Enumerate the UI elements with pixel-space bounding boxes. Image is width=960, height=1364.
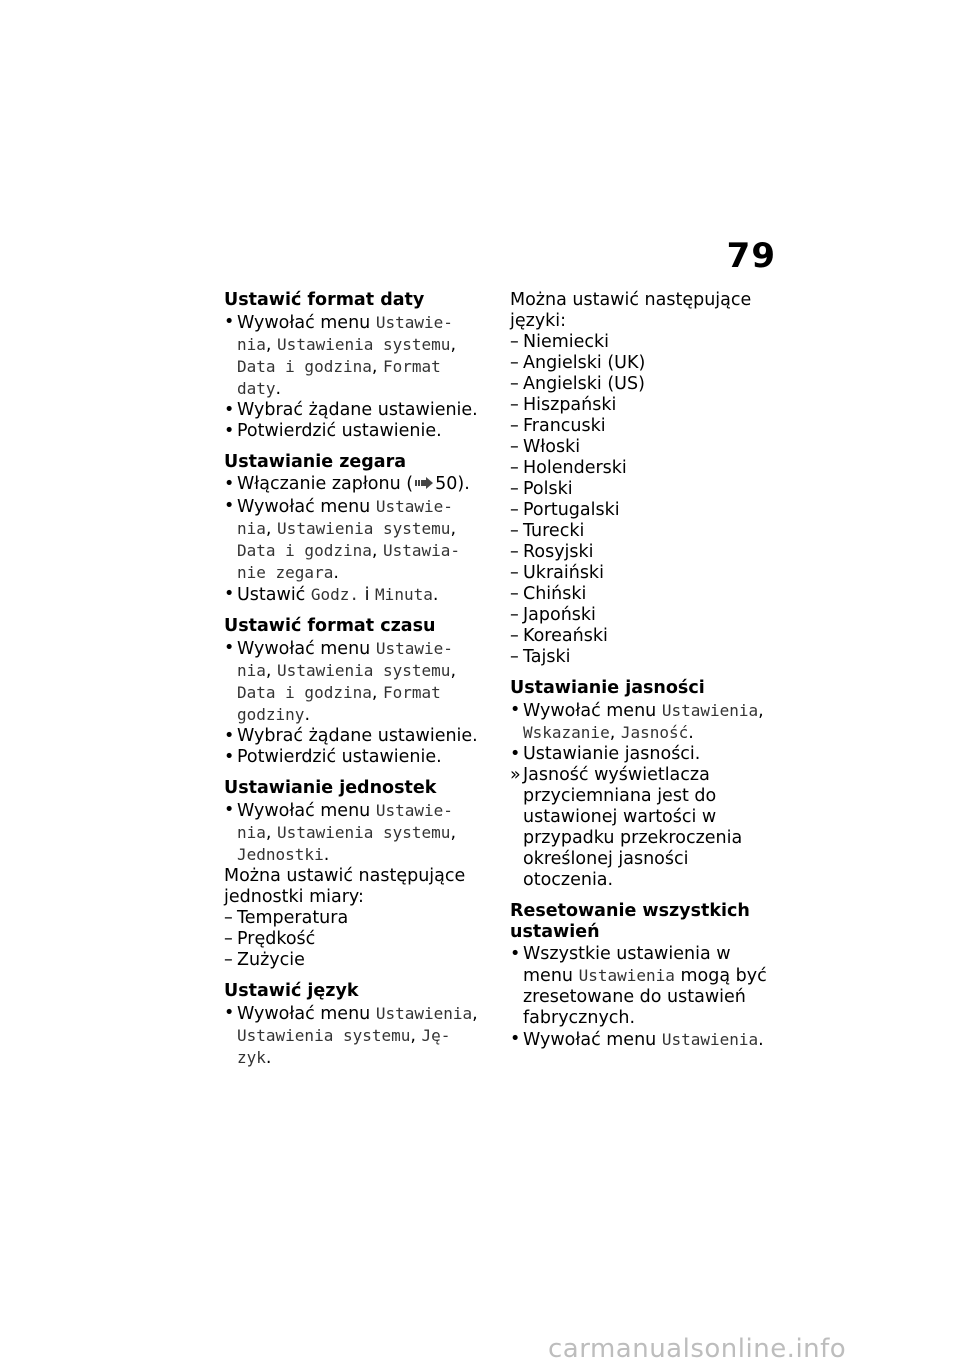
dash-marker: – — [510, 458, 519, 478]
text-run: , — [450, 519, 457, 539]
text-run: . — [304, 705, 311, 725]
text-run: Ustawić — [237, 585, 311, 605]
bullet-marker: • — [224, 496, 235, 516]
bullet-item — [510, 944, 780, 1029]
dash-marker: – — [510, 395, 519, 415]
dash-list-item — [510, 395, 780, 416]
bullet-marker: • — [224, 584, 235, 604]
dash-marker: – — [510, 437, 519, 457]
menu-path-text: Ustawie- nia — [237, 801, 453, 842]
bullet-marker: • — [510, 744, 521, 764]
left-column — [224, 290, 494, 1079]
text-run: Wywołać menu — [237, 801, 376, 821]
section-units — [224, 778, 494, 971]
list-item-text: Holenderski — [523, 458, 627, 478]
menu-path-text: Ustawienia — [375, 1004, 473, 1023]
text-run: , — [609, 723, 621, 743]
bullet-marker: • — [224, 312, 235, 332]
menu-path-text: Format daty — [237, 357, 441, 398]
item-text: Ustawianie jasności. — [523, 744, 701, 764]
text-run: , — [265, 335, 278, 355]
dash-marker: – — [510, 626, 519, 646]
bullet-item — [224, 496, 494, 584]
text-run: . — [265, 1048, 272, 1068]
dash-marker: – — [510, 353, 519, 373]
text-run: mogą być zresetowane do ustawień fabrycznych. — [523, 966, 767, 1028]
section-heading: Ustawianie zegara — [224, 452, 407, 472]
menu-path-text: Format godziny — [237, 683, 441, 724]
list-item-text: Angielski (UK) — [523, 353, 646, 373]
dash-marker: – — [510, 605, 519, 625]
section-heading: Ustawianie jasności — [510, 678, 705, 698]
dash-marker: – — [510, 563, 519, 583]
menu-path-text: Ustawienia — [661, 1030, 759, 1049]
text-run: . — [275, 379, 282, 399]
menu-path-text: Data i godzina — [237, 683, 372, 702]
dash-list-item — [510, 374, 780, 395]
bullet-marker: • — [224, 638, 235, 658]
bullet-marker: • — [224, 400, 235, 420]
dash-marker: – — [224, 908, 233, 928]
text-run: Włączanie zapłonu ( — [237, 474, 414, 494]
list-item-text: Tajski — [523, 647, 571, 667]
list-item-text: Chiński — [523, 584, 587, 604]
item-text — [237, 312, 494, 400]
text-run: , — [758, 701, 764, 721]
bullet-marker: • — [224, 726, 235, 746]
dash-marker: – — [510, 521, 519, 541]
paragraph: Można ustawić następujące języki: — [510, 290, 752, 331]
section-heading: Ustawić format czasu — [224, 616, 436, 636]
list-item-text: Portugalski — [523, 500, 620, 520]
result-marker: » — [510, 765, 521, 785]
menu-path-text: Ustawienia systemu — [277, 519, 451, 538]
bullet-item — [224, 400, 494, 421]
item-text — [237, 496, 494, 584]
list-item-text: Zużycie — [237, 950, 305, 970]
dash-list-item — [510, 521, 780, 542]
menu-path-text: Ustawienia systemu — [237, 1026, 411, 1045]
bullet-item — [224, 474, 494, 496]
section-heading: Ustawianie jednostek — [224, 778, 437, 798]
item-text — [523, 1029, 780, 1051]
dash-list-item — [510, 332, 780, 353]
dash-marker: – — [510, 416, 519, 436]
bullet-marker: • — [510, 700, 521, 720]
watermark: carmanualsonline.info — [548, 1334, 847, 1364]
bullet-marker: • — [510, 1029, 521, 1049]
bullet-item — [510, 1029, 780, 1051]
menu-path-text: Ustawienia systemu — [277, 661, 451, 680]
menu-path-text: Ustawie- nia — [237, 497, 453, 538]
bullet-item — [224, 747, 494, 768]
menu-path-text: Minuta — [375, 585, 433, 604]
text-run: Wywołać menu — [523, 701, 662, 721]
bullet-marker: • — [224, 1003, 235, 1023]
dash-marker: – — [510, 332, 519, 352]
bullet-item — [224, 421, 494, 442]
bullet-item — [510, 744, 780, 765]
list-item-text: Temperatura — [237, 908, 349, 928]
text-run: Wywołać menu — [237, 639, 376, 659]
list-item-text: Angielski (US) — [523, 374, 645, 394]
bullet-item — [224, 584, 494, 606]
text-run: 50). — [435, 474, 470, 494]
bullet-marker: • — [224, 421, 235, 441]
page-number: 79 — [726, 236, 776, 276]
text-run: , — [450, 661, 457, 681]
bullet-item — [224, 312, 494, 400]
text-run: , — [450, 335, 457, 355]
list-item-text: Hiszpański — [523, 395, 617, 415]
bullet-item — [224, 726, 494, 747]
text-run: , — [265, 661, 278, 681]
text-run: , — [371, 683, 383, 703]
list-item-text: Ukraiński — [523, 563, 604, 583]
text-run: , — [265, 519, 278, 539]
menu-path-text: Data i godzina — [237, 357, 372, 376]
text-run: Wszystkie ustawienia w menu — [523, 944, 731, 986]
bullet-marker: • — [510, 944, 521, 964]
dash-list-item — [510, 416, 780, 437]
text-run: . — [333, 563, 339, 583]
bullet-item — [224, 638, 494, 726]
menu-path-text: Ustawienia systemu — [277, 335, 451, 354]
menu-path-text: Ustawienia systemu — [277, 823, 451, 842]
dash-marker: – — [510, 584, 519, 604]
section-languages-list — [510, 290, 780, 668]
bullet-item — [224, 1003, 494, 1069]
dash-list-item — [510, 563, 780, 584]
dash-marker: – — [510, 542, 519, 562]
bullet-item — [224, 800, 494, 866]
dash-list-item — [510, 626, 780, 647]
bullet-marker: • — [224, 800, 235, 820]
dash-marker: – — [510, 500, 519, 520]
text-run: . — [688, 723, 694, 743]
dash-list-item — [510, 353, 780, 374]
text-run: , — [410, 1026, 422, 1046]
dash-list-item — [510, 647, 780, 668]
item-text — [237, 1003, 494, 1069]
bullet-marker: • — [224, 747, 235, 767]
section-heading: Ustawić język — [224, 981, 359, 1001]
text-run: . — [323, 845, 330, 865]
menu-path-text: Jasność — [620, 723, 689, 742]
item-text: Potwierdzić ustawienie. — [237, 421, 442, 441]
text-run: Wywołać menu — [237, 1004, 376, 1024]
menu-path-text: Wskazanie — [523, 723, 610, 742]
dash-list-item — [510, 584, 780, 605]
list-item-text: Niemiecki — [523, 332, 610, 352]
list-item-text: Włoski — [523, 437, 581, 457]
dash-marker: – — [224, 950, 233, 970]
menu-path-text: Ję- zyk — [237, 1026, 451, 1067]
menu-path-text: Ustawienia — [661, 701, 759, 720]
dash-marker: – — [224, 929, 233, 949]
bullet-marker: • — [224, 474, 235, 494]
dash-list-item — [510, 500, 780, 521]
section-heading: Resetowanie wszystkich ustawień — [510, 901, 750, 942]
item-text — [237, 474, 494, 496]
dash-marker: – — [510, 479, 519, 499]
item-text: Jasność wyświetlacza przyciemniana jest do ustawionej wartości w przypadku przekroczenia określonej jasności otoczenia. — [523, 765, 743, 890]
item-text — [237, 800, 494, 866]
section-language — [224, 981, 494, 1069]
dash-list-item — [224, 908, 494, 929]
item-text: Wybrać żądane ustawienie. — [237, 400, 478, 420]
section-time-format — [224, 616, 494, 768]
menu-path-text: Jednostki — [237, 845, 324, 864]
bullet-item — [510, 700, 780, 744]
item-text: Potwierdzić ustawienie. — [237, 747, 442, 767]
text-run: Wywołać menu — [237, 497, 376, 517]
result-item — [510, 765, 780, 891]
list-item-text: Turecki — [523, 521, 585, 541]
menu-path-text: Ustawienia — [578, 966, 675, 985]
section-reset — [510, 901, 780, 1051]
menu-path-text: Ustawie- nia — [237, 639, 453, 680]
section-brightness — [510, 678, 780, 891]
item-text: Wybrać żądane ustawienie. — [237, 726, 478, 746]
section-clock — [224, 452, 494, 606]
dash-list-item — [510, 542, 780, 563]
menu-path-text: Ustawia- nie zegara — [237, 541, 461, 582]
list-item-text: Japoński — [523, 605, 596, 625]
item-text — [237, 638, 494, 726]
dash-list-item — [224, 929, 494, 950]
dash-marker: – — [510, 374, 519, 394]
dash-list-item — [510, 437, 780, 458]
text-run: , — [371, 357, 383, 377]
dash-list-item — [510, 605, 780, 626]
list-item-text: Polski — [523, 479, 573, 499]
item-text — [523, 944, 780, 1029]
text-run: . — [758, 1030, 764, 1050]
menu-path-text: Godz. — [310, 585, 360, 604]
list-item-text: Prędkość — [237, 929, 316, 949]
text-run: Wywołać menu — [237, 313, 376, 333]
dash-list-item — [224, 950, 494, 971]
dash-marker: – — [510, 647, 519, 667]
item-text — [237, 584, 494, 606]
section-heading: Ustawić format daty — [224, 290, 425, 310]
list-item-text: Koreański — [523, 626, 608, 646]
text-run: , — [265, 823, 278, 843]
section-date-format — [224, 290, 494, 442]
page-reference-arrow-icon — [413, 475, 435, 496]
item-text — [523, 700, 780, 744]
text-run: , — [450, 823, 457, 843]
dash-list-item — [510, 479, 780, 500]
paragraph: Można ustawić następujące jednostki miary: — [224, 866, 466, 907]
menu-path-text: Ustawie- nia — [237, 313, 453, 354]
text-run: i — [359, 585, 376, 605]
menu-path-text: Data i godzina — [237, 541, 372, 560]
text-run: . — [432, 585, 439, 605]
list-item-text: Rosyjski — [523, 542, 594, 562]
text-run: , — [371, 541, 383, 561]
dash-list-item — [510, 458, 780, 479]
right-column — [510, 290, 780, 1061]
text-run: , — [472, 1004, 478, 1024]
list-item-text: Francuski — [523, 416, 606, 436]
text-run: Wywołać menu — [523, 1030, 662, 1050]
